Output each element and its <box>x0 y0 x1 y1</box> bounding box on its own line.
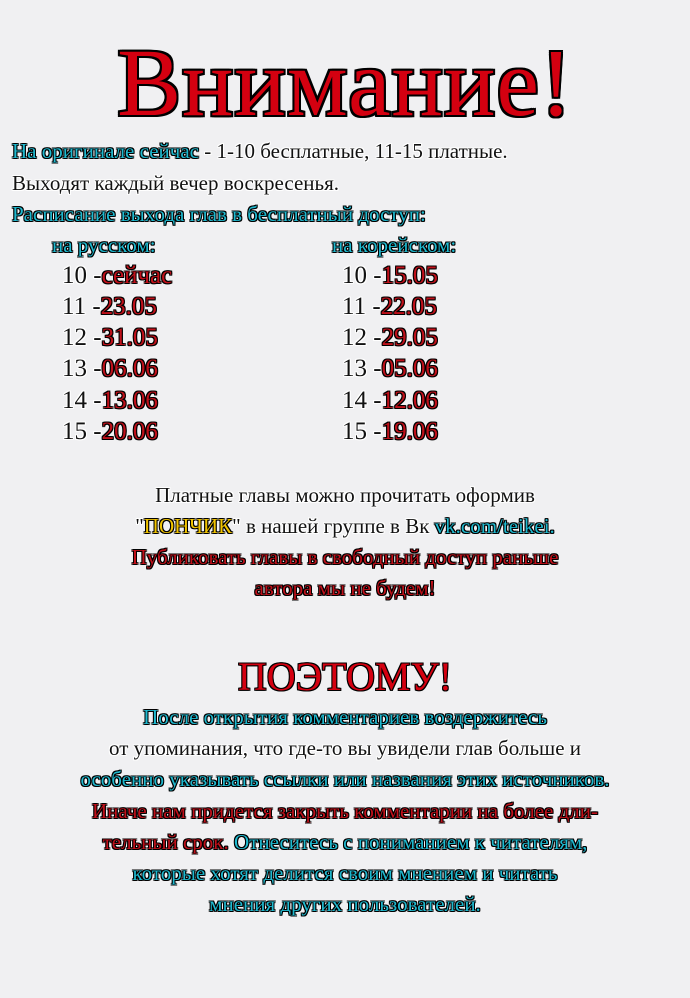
paid-line-2: "ПОНЧИК" в нашей группе в Вк vk.com/teikei. <box>135 514 555 538</box>
schedule-row: 10 -15.05 <box>342 262 438 289</box>
schedule-row: 12 -29.05 <box>342 324 438 351</box>
schedule-row: 14 -12.06 <box>342 387 438 414</box>
notice-line-5: тельный срок. Отнеситесь с пониманием к читателям, <box>102 830 588 854</box>
notice-line-1: После открытия комментариев воздержитесь <box>143 705 547 729</box>
schedule-row: 13 -06.06 <box>62 355 158 382</box>
paid-line-1: Платные главы можно прочитать оформив <box>155 483 535 507</box>
schedule-row: 14 -13.06 <box>62 387 158 414</box>
warning-line-1: Публиковать главы в свободный доступ раньше <box>131 545 559 569</box>
intro-original-label: На оригинале сейчас <box>12 139 199 163</box>
schedule-row: 11 -22.05 <box>342 293 437 320</box>
schedule-row: 15 -20.06 <box>62 418 158 445</box>
notice-line-4: Иначе нам придется закрыть комментарии на более дли- <box>91 799 599 823</box>
intro-line-3: Расписание выхода глав в бесплатный доступ: <box>12 202 426 226</box>
schedule-russian-header: на русском: <box>52 233 156 257</box>
schedule-korean-header: на корейском: <box>332 233 457 257</box>
notice-line-7: мнения других пользователей. <box>209 892 481 916</box>
page-title: Внимание! <box>117 29 573 136</box>
schedule-row: 15 -19.06 <box>342 418 438 445</box>
ponchik-label: ПОНЧИК <box>143 514 233 538</box>
warning-line-2: автора мы не будем! <box>254 576 436 600</box>
intro-line-2: Выходят каждый вечер воскресенья. <box>12 171 339 195</box>
schedule-row: 10 -сейчас <box>62 262 173 289</box>
notice-line-6: которые хотят делится своим мнением и читать <box>132 861 558 885</box>
therefore-heading: ПОЭТОМУ! <box>237 654 453 699</box>
schedule-row: 11 -23.05 <box>62 293 157 320</box>
notice-line-2: от упоминания, что где-то вы увидели глав больше и <box>109 736 581 760</box>
schedule-row: 13 -05.06 <box>342 355 438 382</box>
notice-line-3: особенно указывать ссылки или названия этих источников. <box>80 767 610 791</box>
schedule-row: 12 -31.05 <box>62 324 158 351</box>
vk-group-link[interactable]: vk.com/teikei. <box>434 514 555 538</box>
intro-line-1 <box>12 136 508 166</box>
intro-original-status: - 1-10 бесплатные, 11-15 платные. <box>198 139 508 163</box>
